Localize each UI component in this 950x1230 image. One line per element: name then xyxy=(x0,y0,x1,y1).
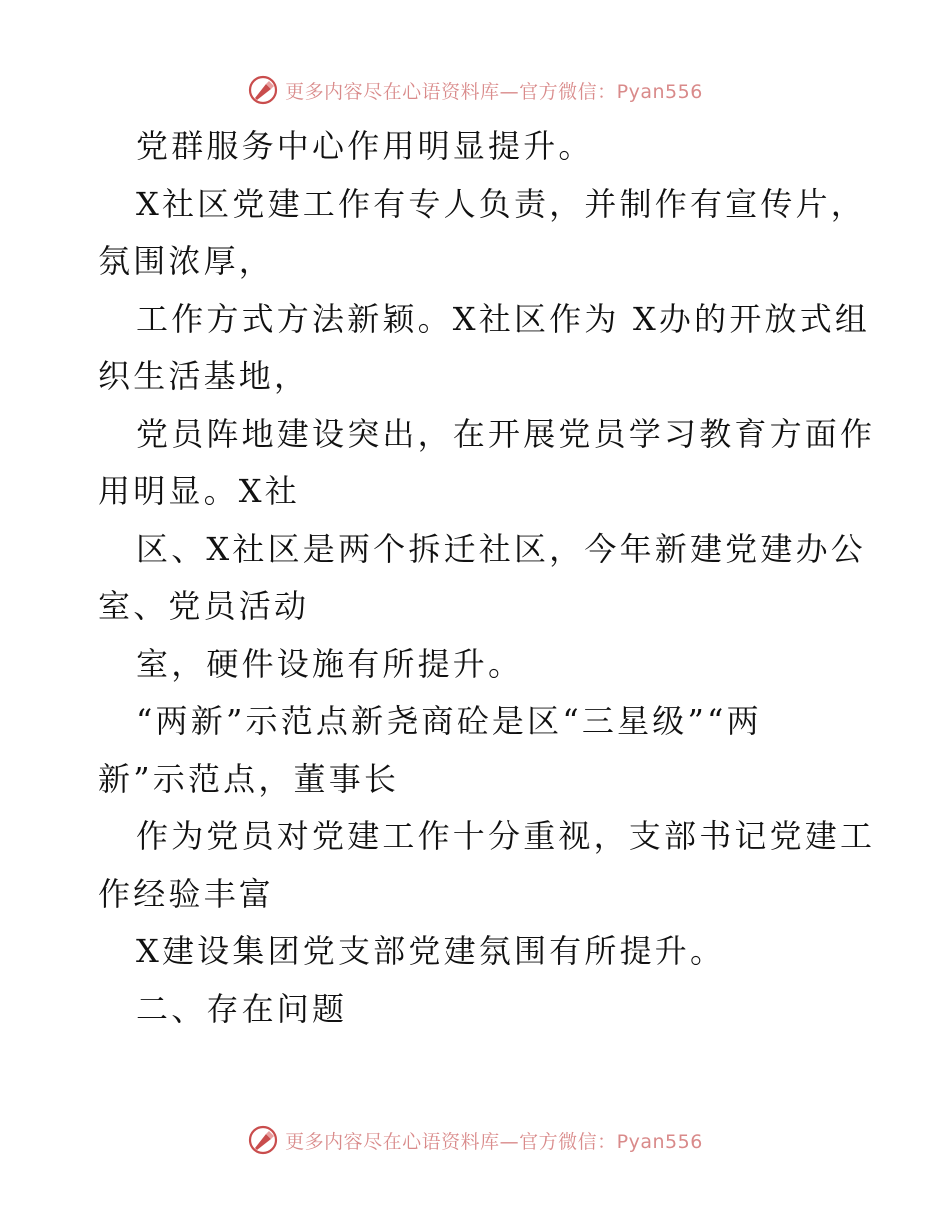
footer-watermark-banner xyxy=(0,1120,950,1160)
paragraph-line: 室，硬件设施有所提升。 xyxy=(136,644,524,683)
paragraph-line: 氛围浓厚， xyxy=(98,242,275,280)
paragraph-line: 新”示范点，董事长 xyxy=(98,759,400,798)
paragraph-line: 工作方式方法新颖。X社区作为 X办的开放式组 xyxy=(136,299,871,338)
paragraph-line: 用明显。X社 xyxy=(98,472,300,510)
paragraph-line: 作为党员对党建工作十分重视，支部书记党建工 xyxy=(136,817,876,855)
paragraph-line: X建设集团党支部党建氛围有所提升。 xyxy=(136,932,726,970)
paragraph-line: 室、党员活动 xyxy=(98,587,310,625)
footer-banner-text: 更多内容尽在心语资料库—官方微信：Pyan556 xyxy=(285,1130,703,1153)
document-body xyxy=(98,118,876,1038)
paragraph-line: 党员阵地建设突出，在开展党员学习教育方面作 xyxy=(136,414,876,453)
paragraph-line: X社区党建工作有专人负责，并制作有宣传片， xyxy=(136,184,866,223)
header-watermark-banner xyxy=(0,70,950,110)
header-banner-text: 更多内容尽在心语资料库—官方微信：Pyan556 xyxy=(285,80,703,103)
paragraph-line: “两新”示范点新尧商砼是区“三星级”“两 xyxy=(136,702,762,740)
paragraph-line: 作经验丰富 xyxy=(98,874,275,913)
pen-nib-logo-icon xyxy=(247,1124,279,1156)
paragraph-line: 党群服务中心作用明显提升。 xyxy=(136,127,594,165)
section-heading: 二、存在问题 xyxy=(136,989,348,1028)
paragraph-line: 织生活基地， xyxy=(98,357,310,395)
pen-nib-logo-icon xyxy=(247,74,279,106)
paragraph-line: 区、X社区是两个拆迁社区，今年新建党建办公 xyxy=(136,529,866,568)
